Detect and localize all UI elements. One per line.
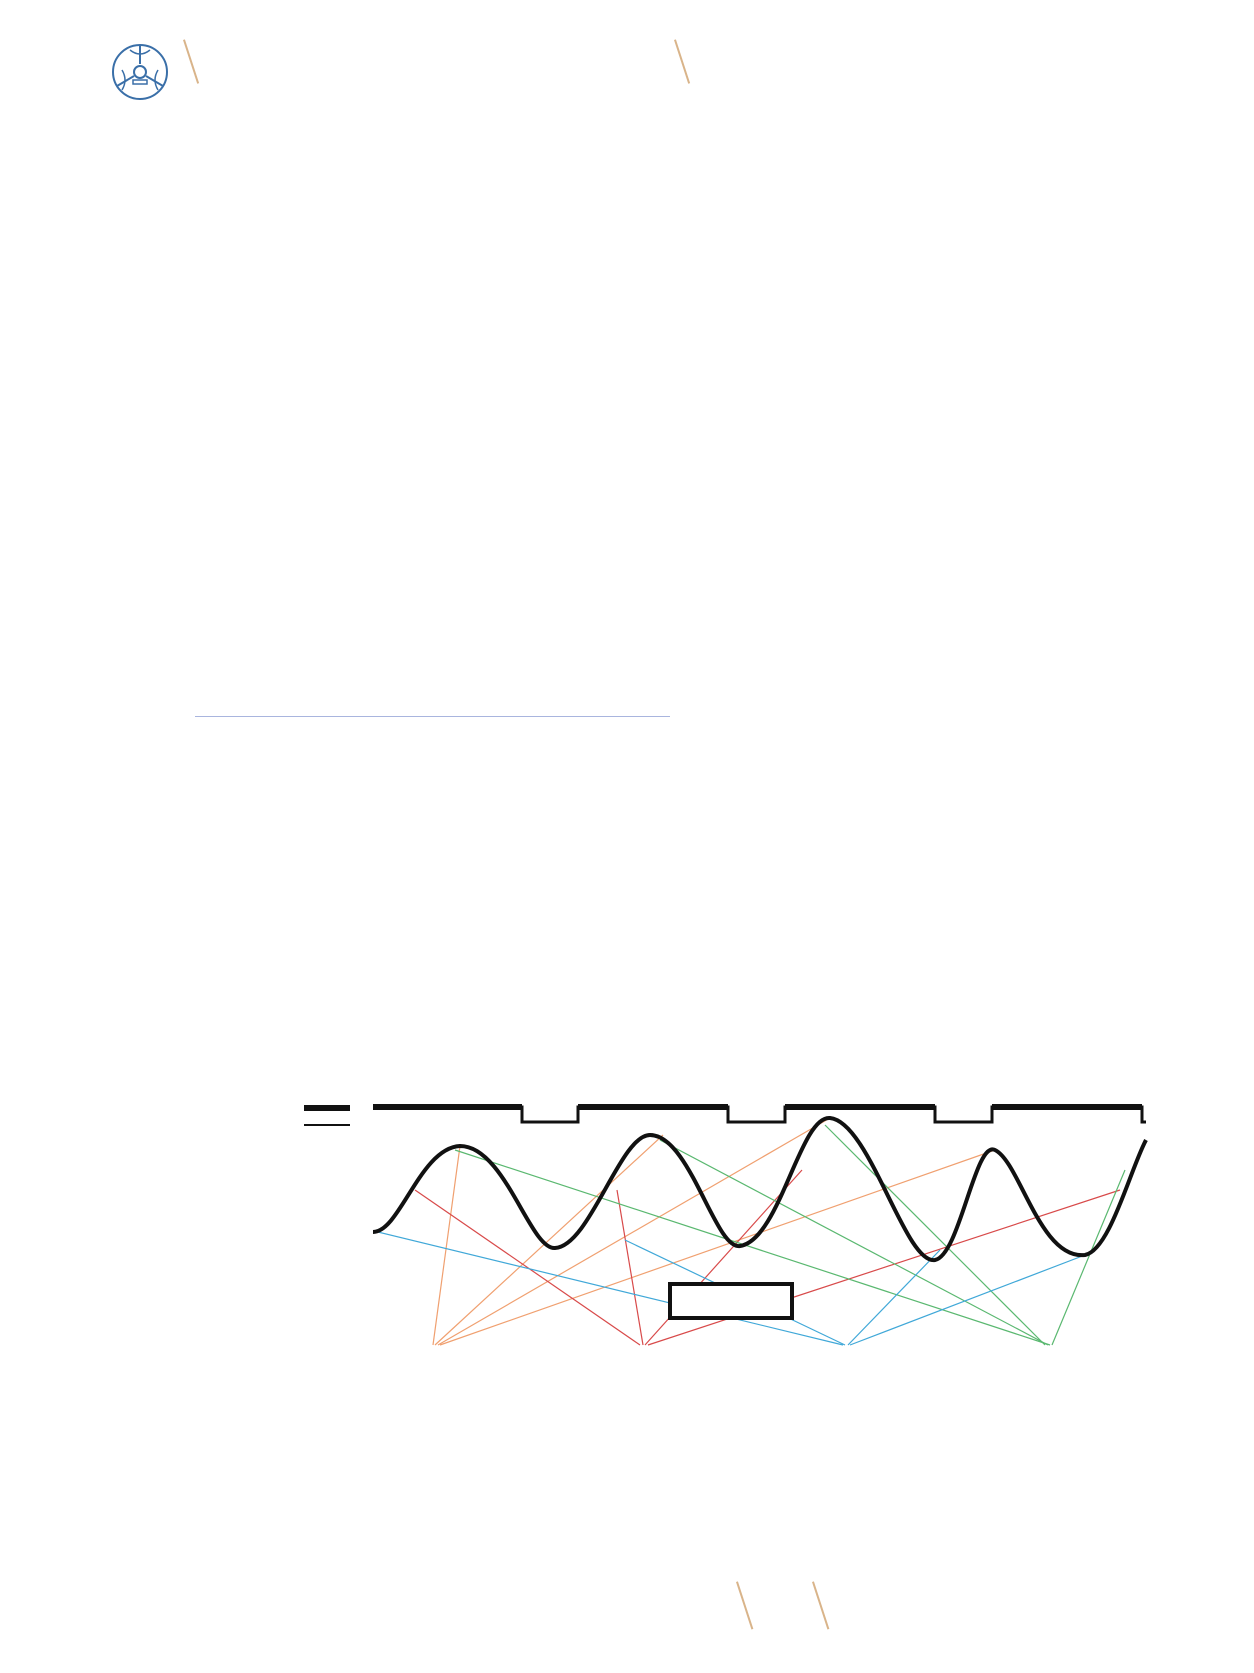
sort-line-orange <box>435 1135 663 1345</box>
sort-line-red <box>415 1190 640 1345</box>
sort-line-red <box>617 1190 643 1345</box>
sort-line-red <box>648 1190 1120 1345</box>
sort-line-orange <box>433 1146 460 1345</box>
sorting-box <box>668 1282 794 1320</box>
sort-line-green <box>1052 1170 1125 1345</box>
sort-line-blue <box>850 1255 1085 1345</box>
breathing-curve <box>373 1118 1146 1260</box>
